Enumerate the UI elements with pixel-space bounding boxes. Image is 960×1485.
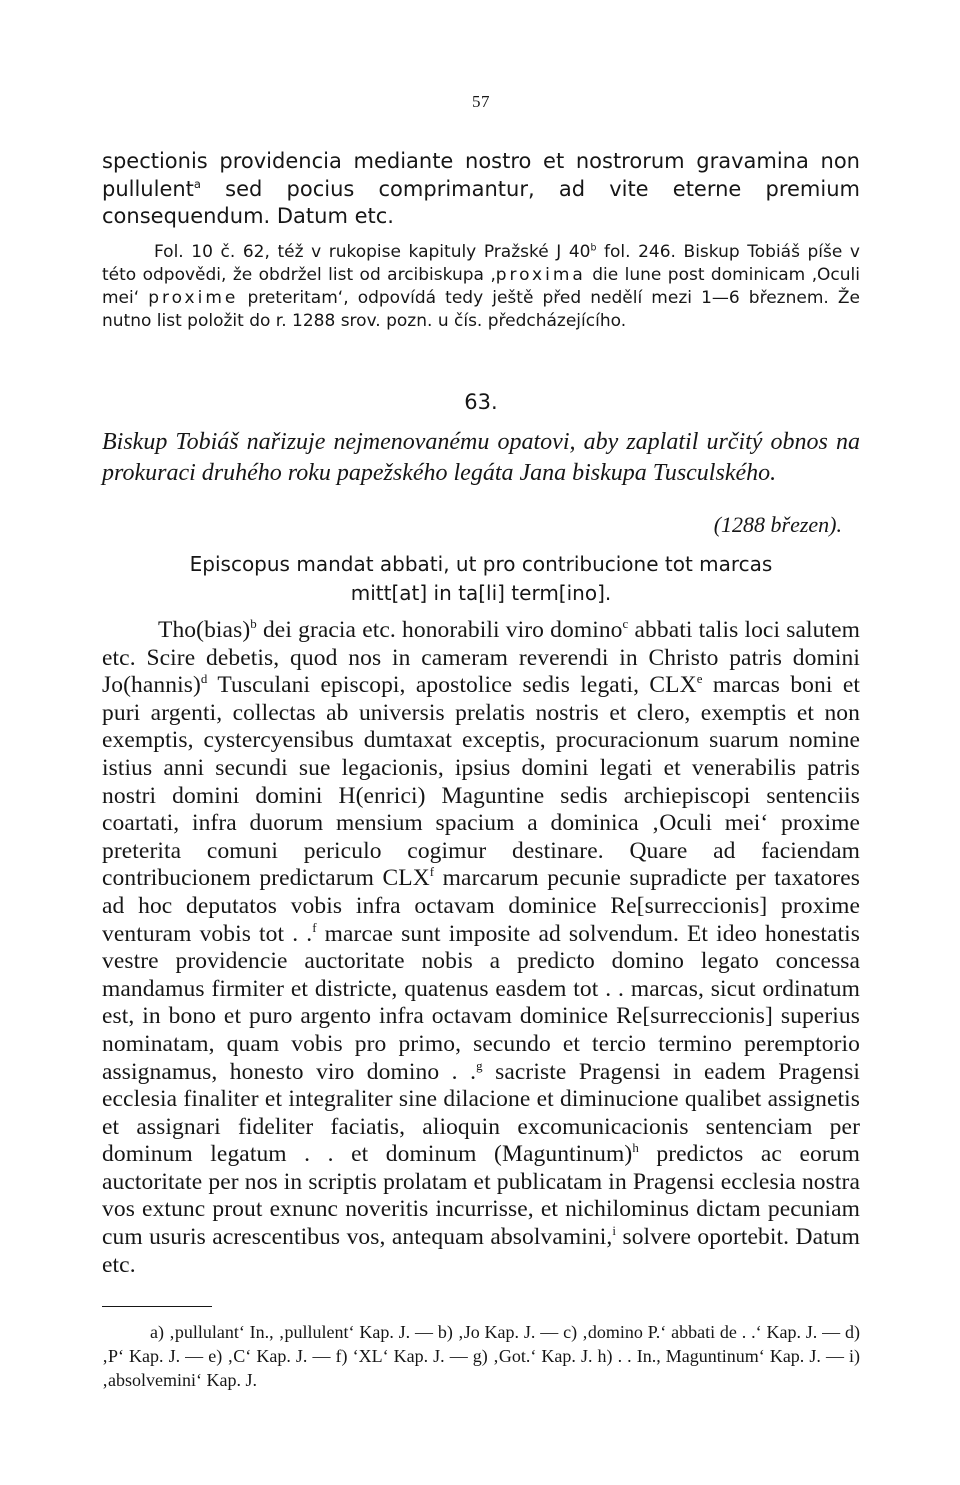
document-date: (1288 březen). — [713, 512, 842, 537]
continued-text — [102, 148, 860, 231]
source-note-paragraph — [102, 241, 860, 333]
spaced-emphasis: proxima — [495, 265, 586, 285]
continued-paragraph — [102, 148, 860, 231]
text-segment: dei gracia etc. honorabili viro domino — [256, 617, 623, 643]
text-segment: Fol. 10 č. 62, též v rukopise kapituly Pražské J 40 — [154, 242, 591, 262]
text-segment: spectionis providencia mediante nostro et nostrorum gravamina non pullulent — [102, 149, 860, 201]
footnote-marker: f — [429, 864, 435, 880]
source-note — [102, 241, 860, 333]
regest-line: mitt[at] in ta[li] term[ino]. — [350, 581, 612, 605]
heading-text: Biskup Tobiáš nařizuje nejmenovanému opatovi, aby zaplatil určitý obnos na prokuraci druhého roku papežského legáta Jana biskupa Tusculského. — [102, 429, 860, 486]
text-segment: Tho(bias) — [158, 617, 251, 643]
regest-line: Episcopus mandat abbati, ut pro contribucione tot marcas — [189, 552, 773, 576]
footnote-divider — [102, 1306, 212, 1307]
footnote-marker: i — [612, 1223, 617, 1239]
spaced-emphasis: proxime — [148, 288, 239, 308]
footnote-marker: d — [200, 671, 208, 687]
document-number: 63. — [464, 390, 498, 414]
footnote-marker: h — [632, 1140, 639, 1156]
text-segment: preteritam‘, odpovídá tedy ještě před nedělí mezi 1—6 březnem. Že nutno list položit do r. 1288 srov. pozn. u čís. předcházejícího. — [102, 288, 860, 331]
text-segment: marcas boni et puri argenti, collectas ab universis prelatis nostris et clero, exemptis et non exemptis, cystercyensibus dumtaxat exceptis, procuracionum suarum nomine istius anni secundi sue legacionis, ipsius domini legati et venerabilis patris nostri domini domini H(enrici) Maguntine sedis archiepiscopi sentenciis coartati, infra duorum mensium spacium a dominica ‚Oculi mei‘ proxime preterita comuni periculo cogimur destinare. Quare ad faciendam contribucionem predictarum CLX — [102, 672, 860, 892]
text-segment: sacriste Pragensi in eadem Pragensi ecclesia finaliter et integraliter sine dilacione et diminucione qualibet assignetis et assignari fideliter faciatis, alioquin excomunicacionis sentenciam per dominum legatum . . et dominum (Maguntinum) — [102, 1058, 860, 1168]
text-segment: sed pocius comprimantur, ad vite eterne premium consequendum. Datum etc. — [102, 176, 860, 228]
charter-text — [102, 617, 860, 1279]
text-segment: solvere oportebit. Datum etc. — [102, 1224, 860, 1278]
footnote-marker: b — [250, 616, 257, 632]
charter-paragraph — [102, 617, 860, 1279]
footnote-marker: e — [696, 671, 703, 687]
text-segment: Tusculani episcopi, apostolice sedis legati, CLX — [207, 672, 697, 699]
footnote-marker: f — [312, 919, 317, 935]
text-segment: marcarum pecunie supradicte per taxatores ad hoc deputatos vobis infra octavam dominice Re[surreccionis] proxime venturam vobis tot . . — [102, 865, 861, 947]
footnotes — [102, 1320, 860, 1392]
footnote-marker: a — [193, 176, 201, 191]
page-number: 57 — [472, 92, 490, 111]
text-segment: marcae sunt imposite ad solvendum. Et ideo honestatis vestre providencie auctoritate nobis a predicto domino legato concessa mandamus firmiter et districte, quatenus easdem tot . . marcas, sicut ordinatum est, in bono et puro argento infra octavam dominice Re[surreccionis] superius nominatam, quam vobis pro primo, secundo et tercio termino peremptorio assignamus, honesto viro domino . . — [102, 920, 860, 1085]
text-segment: fol. 246. Biskup Tobiáš píše v této odpovědi, že obdržel list od arcibiskupa ‚ — [102, 242, 860, 285]
text-segment: predictos ac eorum auctoritate per nos in scriptis prolatam et publicatam in Pragensi ecclesia nostra vos extunc prout exnunc noveritis incurrisse, et nichilominus dictam pecuniam cum usuris acrescentibus vos, antequam absolvamini, — [102, 1141, 860, 1251]
document-heading — [102, 427, 860, 489]
footnote-marker: c — [622, 616, 629, 632]
footnote-marker: g — [476, 1057, 483, 1073]
regest — [142, 550, 820, 608]
text-segment: abbati talis loci salutem etc. Scire debetis, quod nos in cameram reverendi in Christo patris domini Jo(hannis) — [102, 617, 861, 699]
text-segment: die lune post dominicam ‚Oculi mei‘ — [102, 265, 860, 308]
footnotes-text: a) ‚pullulant‘ In., ‚pullulent‘ Kap. J. — b) ‚Jo Kap. J. — c) ‚domino P.‘ abbati de . .‘ Kap. J. — d) ‚P‘ Kap. J. — e) ‚C‘ Kap. J. — f) ‘XL‘ Kap. J. — g) ‚Got.‘ Kap. J. h) . . In., Maguntinum‘ Kap. J. — i) ‚absolvemini‘ Kap. J. — [102, 1322, 860, 1390]
superscript: b — [590, 242, 597, 254]
